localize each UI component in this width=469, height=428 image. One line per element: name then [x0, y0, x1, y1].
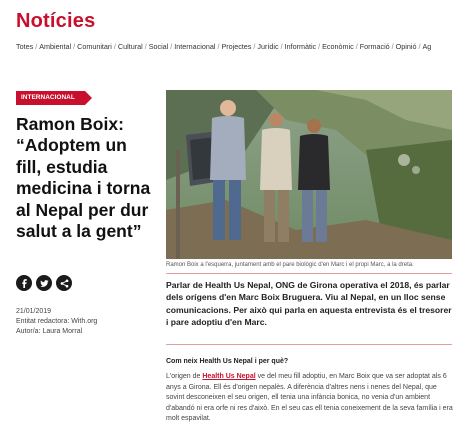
nav-separator: / [113, 42, 116, 51]
category-link-10[interactable]: Formació [359, 42, 390, 51]
category-nav [16, 42, 469, 51]
category-link-0[interactable]: Totes [16, 42, 34, 51]
nav-separator: / [391, 42, 394, 51]
nav-separator: / [73, 42, 76, 51]
share-icon[interactable] [56, 275, 72, 291]
publish-date: 21/01/2019 [16, 308, 52, 315]
entity-line: Entitat redactora: With.org [16, 317, 98, 325]
nav-separator: / [355, 42, 358, 51]
category-link-8[interactable]: Informàtic [284, 42, 317, 51]
share-bar [16, 275, 72, 291]
category-link-5[interactable]: Internacional [174, 42, 216, 51]
question-heading: Com neix Health Us Nepal i per què? [166, 358, 289, 365]
author-line: Autor/a: Laura Morral [16, 327, 83, 335]
category-link-7[interactable]: Jurídic [257, 42, 279, 51]
nav-separator: / [318, 42, 321, 51]
category-link-12[interactable]: Ag [422, 42, 432, 51]
article-meta [16, 307, 97, 336]
divider [166, 344, 452, 345]
category-badge[interactable]: INTERNACIONAL [16, 91, 85, 105]
twitter-icon[interactable] [36, 275, 52, 291]
category-link-6[interactable]: Projectes [221, 42, 252, 51]
article-title: Ramon Boix: “Adoptem un fill, estudia medicina i torna al Nepal per dur salut a la gent” [16, 114, 151, 242]
body-prefix: L'origen de [166, 373, 203, 380]
divider [166, 273, 452, 274]
facebook-icon[interactable] [16, 275, 32, 291]
page-title: Notícies [16, 10, 96, 32]
article-lead: Parlar de Health Us Nepal, ONG de Girona operativa el 2018, és parlar dels orígens d'en Marc Boix Bruguera. Viu al Nepal, en un lloc sense comunicacions. Per això qui parla en aquesta entrevista és el tresorer i pare adoptiu d'en Marc. [166, 280, 452, 328]
nav-separator: / [35, 42, 38, 51]
article-photo [166, 90, 452, 259]
category-link-4[interactable]: Social [148, 42, 169, 51]
category-link-1[interactable]: Ambiental [39, 42, 72, 51]
category-link-2[interactable]: Comunitari [77, 42, 112, 51]
nav-separator: / [280, 42, 283, 51]
article-body [166, 372, 456, 425]
category-link-11[interactable]: Opinió [395, 42, 417, 51]
category-link-3[interactable]: Cultural [117, 42, 143, 51]
nav-separator: / [418, 42, 421, 51]
health-us-nepal-link[interactable]: Health Us Nepal [202, 373, 256, 380]
nav-separator: / [217, 42, 220, 51]
category-link-9[interactable]: Econòmic [322, 42, 354, 51]
body-rest: ve del meu fill adoptiu, en Marc Boix que va ser adoptat als 6 anys a Girona. Ell és d'origen nepalès. A diferència d'altres nens i nenes del Nepal, que sovint desconeixen el seu origen, ell tenia una infància bonica, no venia d'un ambient d'abandó ni era orfe ni res d'això. En el seu cas ell tenia coneixement de la seva família i era molt espavilat. [166, 373, 453, 423]
nav-separator: / [144, 42, 147, 51]
nav-separator: / [253, 42, 256, 51]
image-caption: Ramon Boix a l'esquerra, juntament amb el pare biològic d'en Marc i el propi Marc, a la dreta. [166, 262, 414, 268]
nav-separator: / [170, 42, 173, 51]
